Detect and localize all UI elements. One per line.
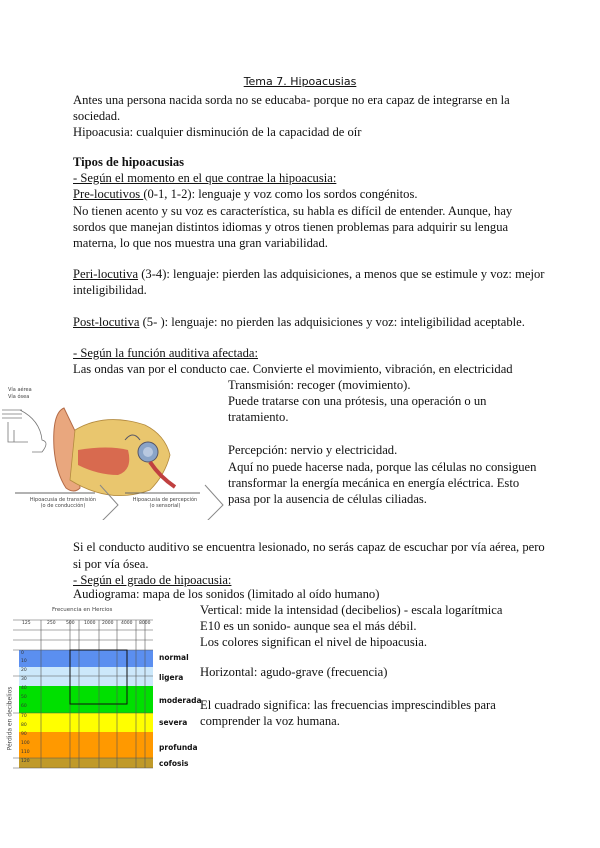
intro-line: Hipoacusia: cualquier disminución de la capacidad de oír [73, 125, 362, 139]
text-line: Puede tratarse con una prótesis, una operación o un [228, 394, 487, 408]
grade-label: severa [159, 718, 188, 727]
text-line: inteligibilidad. [73, 283, 147, 297]
text-line: Transmisión: recoger (movimiento). [228, 378, 411, 392]
intro-line: Antes una persona nacida sorda no se educaba- porque no era capaz de integrarse en la [73, 93, 510, 107]
text-line: E10 es un sonido- aunque sea el más débil. [200, 619, 417, 633]
audiogram-title: Frecuencia en Hercios [52, 607, 113, 613]
freq-tick: 125 [22, 621, 31, 626]
text-line: pasa por la ausencia de células ciliadas. [228, 492, 427, 506]
audiogram-ylabel: Pérdida en decibelios [6, 686, 14, 751]
db-tick: 100 [21, 741, 30, 746]
db-tick: 120 [21, 759, 30, 764]
page-title: Tema 7. Hipoacusias [243, 75, 357, 88]
subheading: - Según la función auditiva afectada: [73, 346, 258, 360]
db-tick: 60 [21, 704, 27, 709]
figure-caption: (o de conducción) [40, 503, 86, 509]
db-tick: 70 [21, 714, 27, 719]
freq-tick: 8000 [139, 621, 151, 626]
figure-caption: (o sensorial) [149, 503, 181, 509]
db-tick: 80 [21, 723, 27, 728]
freq-tick: 250 [47, 621, 56, 626]
text-line: Horizontal: agudo-grave (frecuencia) [200, 665, 388, 679]
db-tick: 20 [21, 668, 27, 673]
text-line: Las ondas van por el conducto cae. Convierte el movimiento, vibración, en electricidad [73, 362, 513, 376]
grade-label: profunda [159, 743, 198, 752]
text-line: Vertical: mide la intensidad (decibelios) - escala logarítmica [200, 603, 503, 617]
text-line: No tienen acento y su voz es característica, su habla es difícil de entender. Aunque, hay [73, 204, 513, 218]
text-line: tratamiento. [228, 410, 289, 424]
text: (3-4): lenguaje: pierden las adquisiciones, a menos que se estimule y voz: mejor [138, 267, 545, 281]
figure-caption: Hipoacusia de percepción [132, 497, 198, 503]
grade-label: normal [159, 653, 189, 662]
text-line: comprender la voz humana. [200, 714, 340, 728]
grade-label: ligera [159, 673, 184, 682]
term: Peri-locutiva [73, 267, 139, 281]
intro-line: sociedad. [73, 109, 121, 123]
db-tick: 50 [21, 695, 27, 700]
text-line: Audiograma: mapa de los sonidos (limitado al oído humano) [73, 587, 380, 601]
subheading: - Según el grado de hipoacusia: [73, 573, 232, 587]
db-tick: 30 [21, 677, 27, 682]
db-tick: 10 [21, 659, 27, 664]
text: (5- ): lenguaje: no pierden las adquisiciones y voz: inteligibilidad aceptable. [139, 315, 525, 329]
db-tick: 110 [21, 750, 30, 755]
db-tick: 40 [21, 686, 27, 691]
text-line: Percepción: nervio y electricidad. [228, 443, 398, 457]
text: (0-1, 1-2): lenguaje y voz como los sordos congénitos. [143, 187, 418, 201]
text-line: Los colores significan el nivel de hipoacusia. [200, 635, 427, 649]
db-tick: 0 [21, 651, 24, 656]
subheading: - Según el momento en el que contrae la hipoacusia: [73, 171, 337, 185]
freq-tick: 500 [66, 621, 75, 626]
text-line: El cuadrado significa: las frecuencias imprescindibles para [200, 698, 496, 712]
db-tick: 90 [21, 732, 27, 737]
grade-label: moderada [159, 696, 202, 705]
text-line: transformar la energía mecánica en energía eléctrica. Esto [228, 476, 520, 490]
text-line: materna, lo que nos muestra una gran variabilidad. [73, 236, 328, 250]
text-line: Si el conducto auditivo se encuentra lesionado, no serás capaz de escuchar por vía aérea, pero [73, 540, 545, 554]
figure-label: Vía aérea [8, 387, 32, 393]
audiogram-grid [0, 0, 160, 848]
text-line: si por vía ósea. [73, 557, 149, 571]
freq-tick: 2000 [102, 621, 114, 626]
figure-label: Vía ósea [8, 394, 30, 400]
text-line: Aquí no puede hacerse nada, porque las células no consiguen [228, 460, 537, 474]
term: Post-locutiva [73, 315, 140, 329]
text-line: sordos que manejan distintos idiomas y otros tienen problemas para adquirir su lengua [73, 220, 509, 234]
freq-tick: 4000 [121, 621, 133, 626]
term: Pre-locutivos [73, 187, 144, 201]
freq-tick: 1000 [84, 621, 96, 626]
figure-caption: Hipoacusia de transmisión [29, 497, 97, 503]
grade-label: cofosis [159, 759, 189, 768]
section-heading: Tipos de hipoacusias [73, 155, 185, 169]
